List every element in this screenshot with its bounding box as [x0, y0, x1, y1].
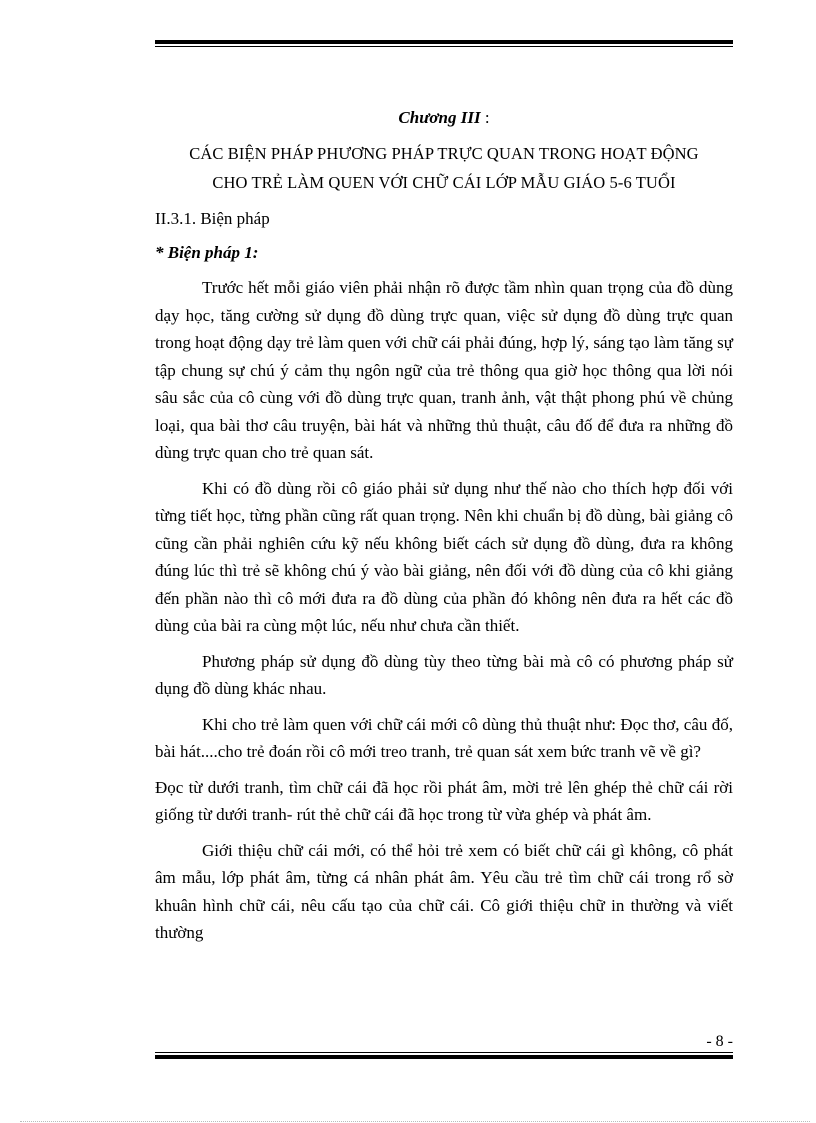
- paragraph: Khi cho trẻ làm quen với chữ cái mới cô dùng thủ thuật như: Đọc thơ, câu đố, bài hát....cho trẻ đoán rồi cô mới treo tranh, trẻ quan sát xem bức tranh vẽ về gì?: [155, 714, 733, 761]
- paragraph: Đọc từ dưới tranh, tìm chữ cái đã học rồi phát âm, mời trẻ lên ghép thẻ chữ cái rời giống từ dưới tranh- rút thẻ chữ cái đã học trong từ vừa ghép và phát âm.: [155, 777, 733, 824]
- heading-line-1: CÁC BIỆN PHÁP PHƯƠNG PHÁP TRỰC QUAN TRONG HOẠT ĐỘNG: [189, 144, 699, 163]
- paragraph: Phương pháp sử dụng đồ dùng tùy theo từng bài mà cô có phương pháp sử dụng đồ dùng khác nhau.: [155, 651, 733, 698]
- page-body: [155, 100, 733, 947]
- paragraph: Trước hết mỗi giáo viên phải nhận rõ được tầm nhìn quan trọng của đồ dùng dạy học, tăng cường sử dụng đồ dùng trực quan, việc sử dụng đồ dùng trực quan trong hoạt động dạy trẻ làm quen với chữ cái phải đúng, hợp lý, sáng tạo làm tăng sự tập chung sự chú ý cảm thụ ngôn ngữ của trẻ thông qua giờ học thông qua lời nói sâu sắc của cô cùng với đồ dùng trực quan, tranh ảnh, vật thật phong phú về chủng loại, qua bài thơ câu truyện, bài hát và những thủ thuật, câu đố để đưa ra những đồ dùng trực quan cho trẻ quan sát.: [155, 278, 733, 462]
- chapter-suffix: :: [480, 108, 490, 127]
- page-number: - 8 -: [706, 1033, 733, 1050]
- chapter-title: Chương III: [398, 108, 481, 127]
- paragraph: Giới thiệu chữ cái mới, có thể hỏi trẻ xem có biết chữ cái gì không, cô phát âm mẫu, lớp phát âm, từng cá nhân phát âm. Yêu cầu trẻ tìm chữ cái trong rổ sờ khuân hình chữ cái, nêu cấu tạo của chữ cái. Cô giới thiệu chữ in thường và viết thường: [155, 840, 733, 942]
- measure-title: * Biện pháp 1:: [155, 243, 259, 262]
- page-edge: [20, 1121, 810, 1122]
- heading-line-2: CHO TRẺ LÀM QUEN VỚI CHỮ CÁI LỚP MẪU GIÁO 5-6 TUỔI: [212, 173, 676, 192]
- header-rule: [155, 40, 733, 47]
- footer-rule: [155, 1052, 733, 1059]
- section-heading: [155, 139, 733, 197]
- chapter-heading: [155, 104, 733, 131]
- paragraph: Khi có đồ dùng rồi cô giáo phải sử dụng như thế nào cho thích hợp đối với từng tiết học, từng phần cũng rất quan trọng. Nên khi chuẩn bị đồ dùng, bài giảng cô cũng cần phải nghiên cứu kỹ nếu không biết cách sử dụng đồ dùng, đưa ra không đúng lúc thì trẻ sẽ không chú ý vào bài giảng, nên đối với đồ dùng của cô khi giảng đến phần nào thì cô mới đưa ra đồ dùng của phần đó không nên đưa ra hết các đồ dùng của bài ra cùng một lúc, nếu như chưa cần thiết.: [155, 478, 733, 635]
- subsection-title: II.3.1. Biện pháp: [155, 209, 270, 228]
